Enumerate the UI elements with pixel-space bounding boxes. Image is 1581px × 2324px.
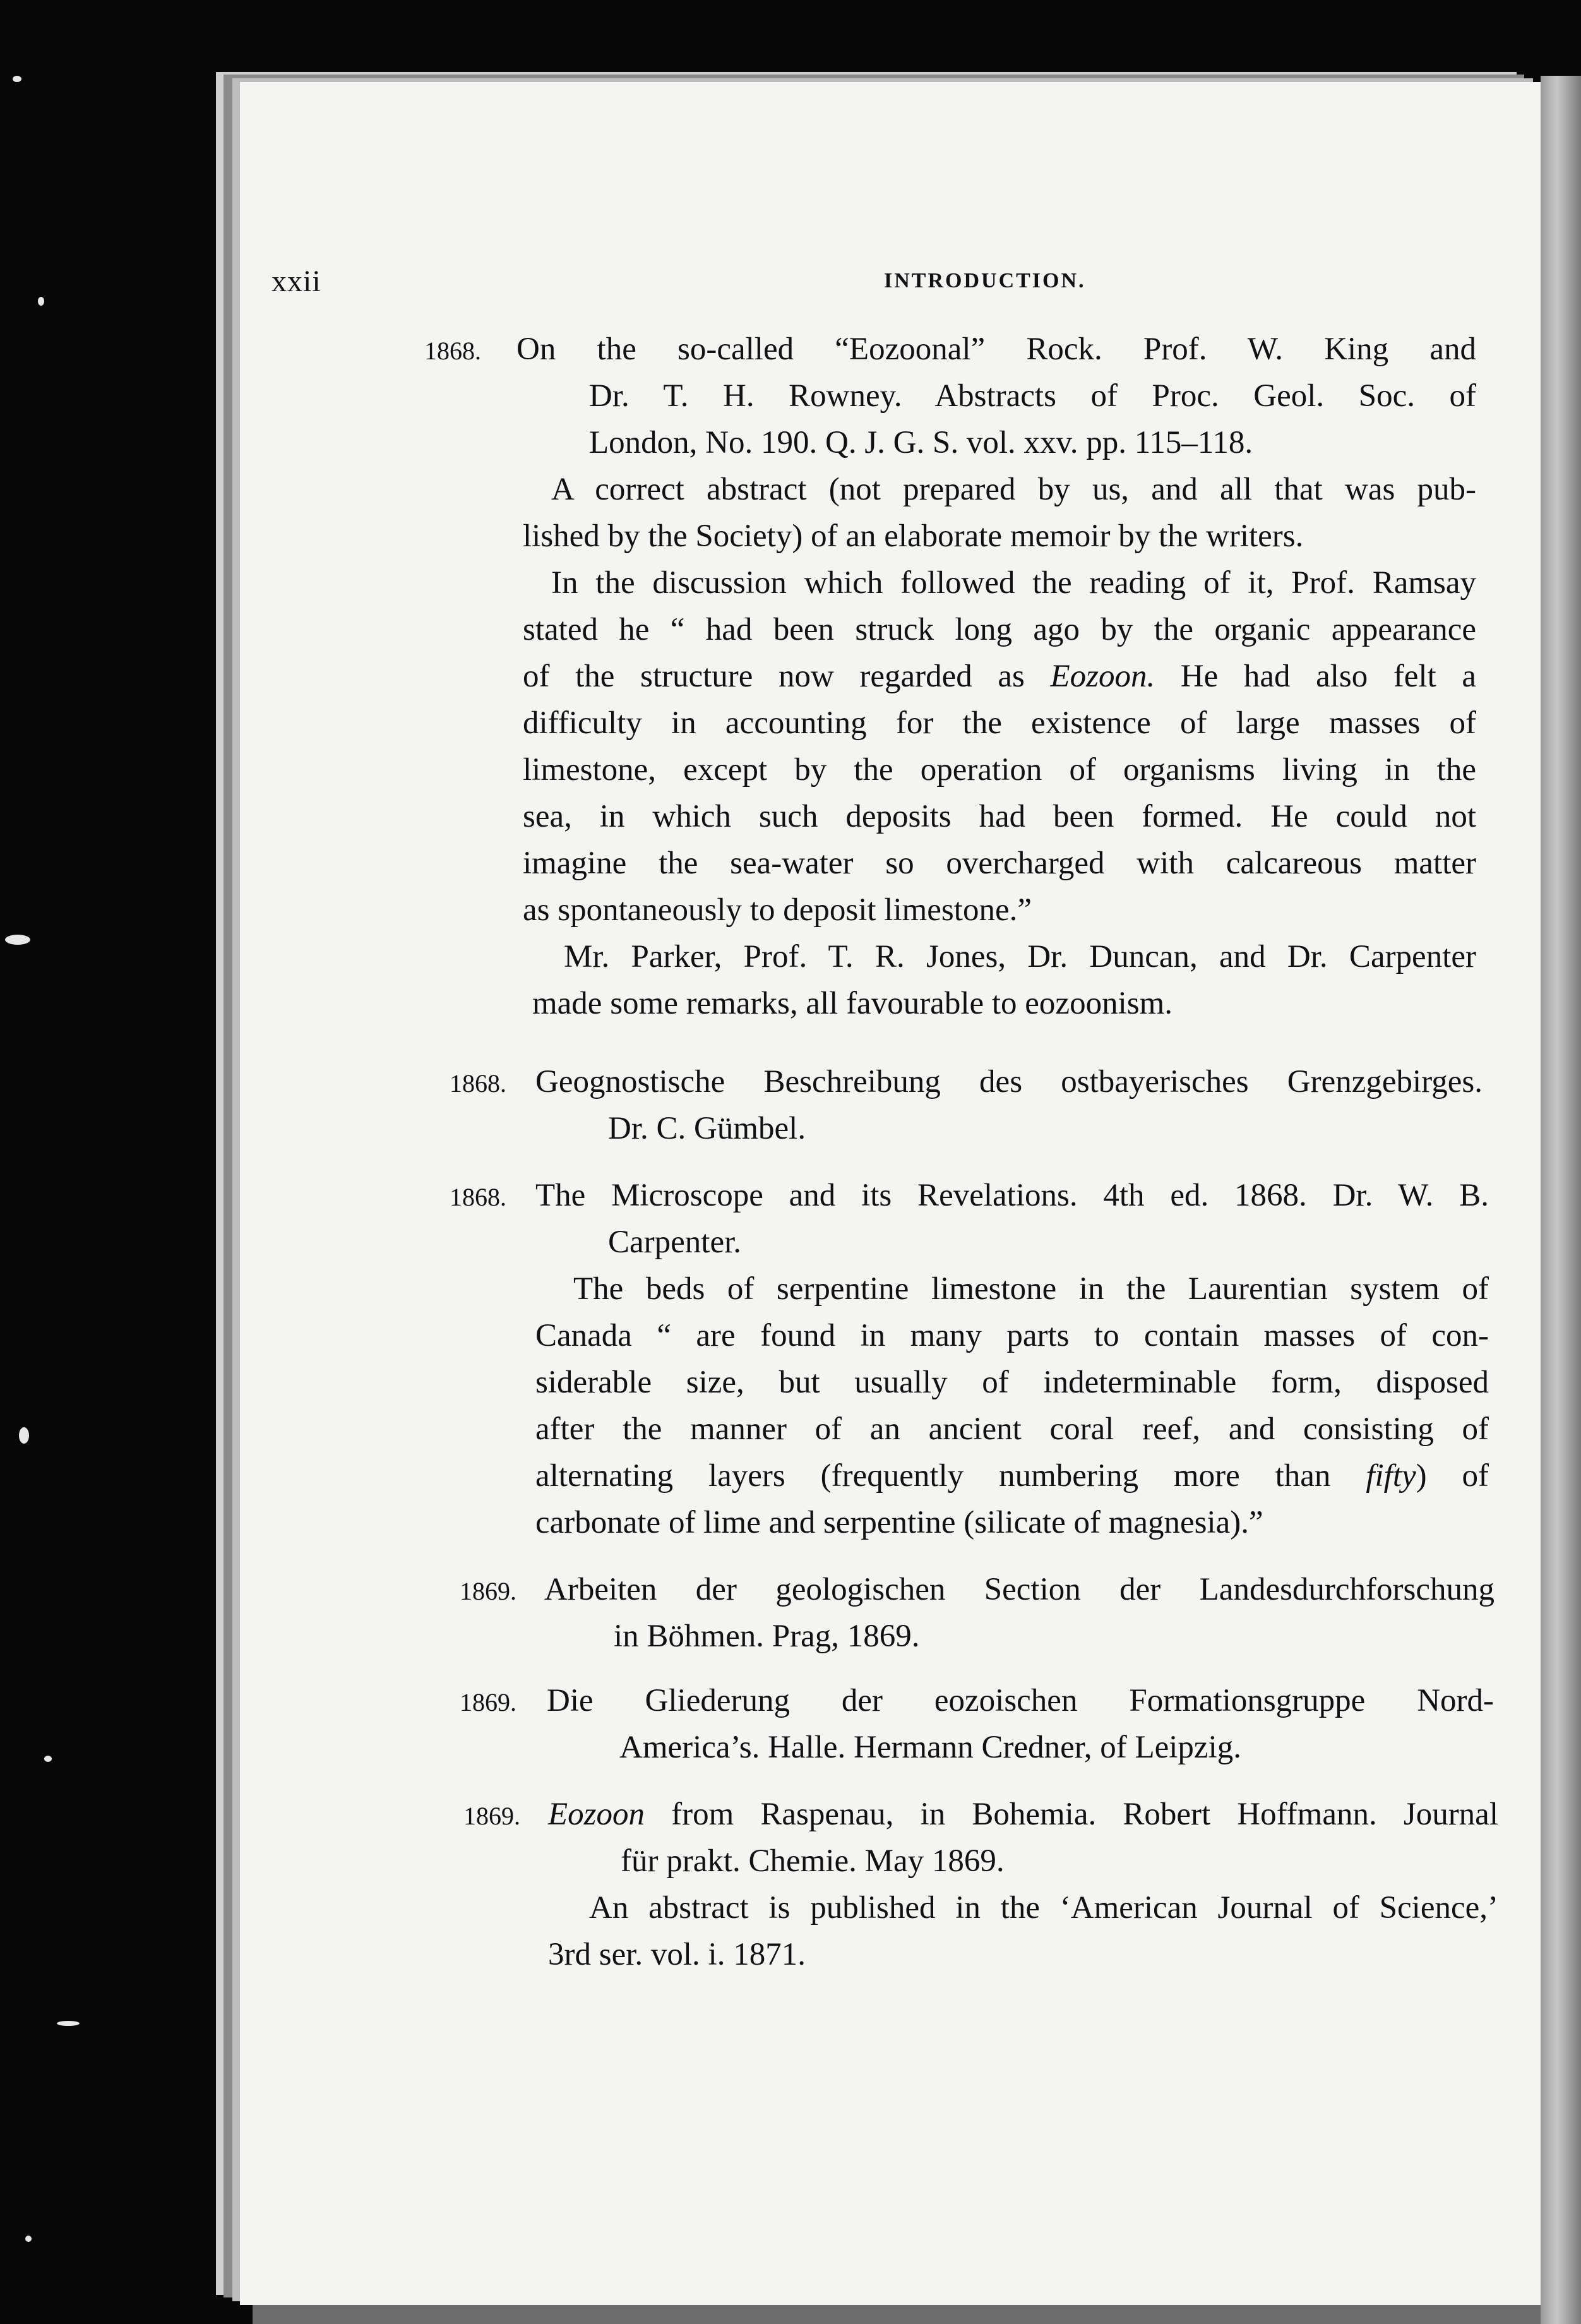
- citation-line: Eozoon from Raspenau, in Bohemia. Robert Hoffmann. Journal: [548, 1797, 1498, 1832]
- note-line: carbonate of lime and serpentine (silicate of magnesia).”: [535, 1505, 1263, 1540]
- entry-year: 1869.: [460, 1688, 516, 1716]
- note-line: difficulty in accounting for the existence of large masses of: [523, 705, 1476, 741]
- running-title: INTRODUCTION.: [884, 269, 1086, 292]
- page-number: xxii: [271, 265, 321, 298]
- note-line: An abstract is published in the ‘American Journal of Science,’: [589, 1890, 1498, 1926]
- note-line: of the structure now regarded as Eozoon. He had also felt a: [523, 659, 1477, 694]
- bibliography-entry: [548, 1791, 1498, 1978]
- note-line: stated he “ had been struck long ago by the organic appearance: [523, 612, 1476, 647]
- note-line: Mr. Parker, Prof. T. R. Jones, Dr. Duncan, and Dr. Carpenter: [564, 939, 1476, 974]
- citation-line: für prakt. Chemie. May 1869.: [621, 1843, 1005, 1879]
- book-edge-bottom: [253, 2305, 1541, 2324]
- citation-line: Arbeiten der geologischen Section der Landesdurchforschung: [544, 1572, 1494, 1607]
- citation-line: Dr. T. H. Rowney. Abstracts of Proc. Geol. Soc. of: [589, 378, 1476, 414]
- scan-speck: [44, 1756, 52, 1762]
- scan-speck: [25, 2236, 32, 2242]
- note-line: In the discussion which followed the reading of it, Prof. Ramsay: [551, 565, 1476, 601]
- entry-year: 1869.: [460, 1577, 516, 1605]
- citation-line: America’s. Halle. Hermann Credner, of Leipzig.: [619, 1730, 1241, 1765]
- entry-year: 1869.: [463, 1802, 520, 1830]
- citation-line: The Microscope and its Revelations. 4th ed. 1868. Dr. W. B.: [535, 1178, 1489, 1213]
- bibliography-entry: [535, 1172, 1489, 1546]
- note-line: made some remarks, all favourable to eozoonism.: [532, 986, 1172, 1021]
- scan-speck: [13, 76, 21, 82]
- citation-line: Dr. C. Gümbel.: [608, 1111, 806, 1146]
- book-edge-right: [1541, 76, 1581, 2324]
- bibliography-entry: [547, 1677, 1494, 1771]
- scan-speck: [57, 2021, 80, 2026]
- note-line: sea, in which such deposits had been formed. He could not: [523, 799, 1476, 834]
- note-line: limestone, except by the operation of organisms living in the: [523, 752, 1476, 788]
- scan-speck: [19, 1427, 29, 1444]
- entry-year: 1868.: [424, 337, 481, 365]
- note-line: 3rd ser. vol. i. 1871.: [548, 1937, 806, 1972]
- scan-speck: [5, 935, 30, 945]
- note-line: imagine the sea-water so overcharged with calcareous matter: [523, 846, 1476, 881]
- entry-year: 1868.: [450, 1183, 506, 1211]
- citation-line: London, No. 190. Q. J. G. S. vol. xxv. pp. 115–118.: [589, 425, 1253, 460]
- entry-year: 1868.: [450, 1069, 506, 1098]
- citation-line: On the so-called “Eozoonal” Rock. Prof. W. King and: [516, 332, 1476, 367]
- note-line: as spontaneously to deposit limestone.”: [523, 892, 1032, 928]
- note-line: Canada “ are found in many parts to contain masses of con-: [535, 1318, 1489, 1353]
- note-line: after the manner of an ancient coral reef, and consisting of: [535, 1411, 1489, 1447]
- citation-line: Carpenter.: [608, 1225, 741, 1260]
- note-line: The beds of serpentine limestone in the Laurentian system of: [573, 1271, 1489, 1307]
- bibliography-entry: [535, 1058, 1483, 1152]
- note-line: siderable size, but usually of indeterminable form, disposed: [535, 1365, 1489, 1400]
- citation-line: Die Gliederung der eozoischen Formationsgruppe Nord-: [547, 1683, 1494, 1718]
- citation-line: in Böhmen. Prag, 1869.: [614, 1619, 920, 1654]
- bibliography-entry: [516, 326, 1476, 1027]
- note-line: alternating layers (frequently numbering more than fifty) of: [535, 1458, 1489, 1494]
- note-line: A correct abstract (not prepared by us, and all that was pub-: [551, 472, 1476, 507]
- note-line: lished by the Society) of an elaborate memoir by the writers.: [523, 518, 1304, 554]
- scan-speck: [38, 297, 44, 306]
- bibliography-entry: [544, 1566, 1494, 1660]
- citation-line: Geognostische Beschreibung des ostbayerisches Grenzgebirges.: [535, 1064, 1483, 1099]
